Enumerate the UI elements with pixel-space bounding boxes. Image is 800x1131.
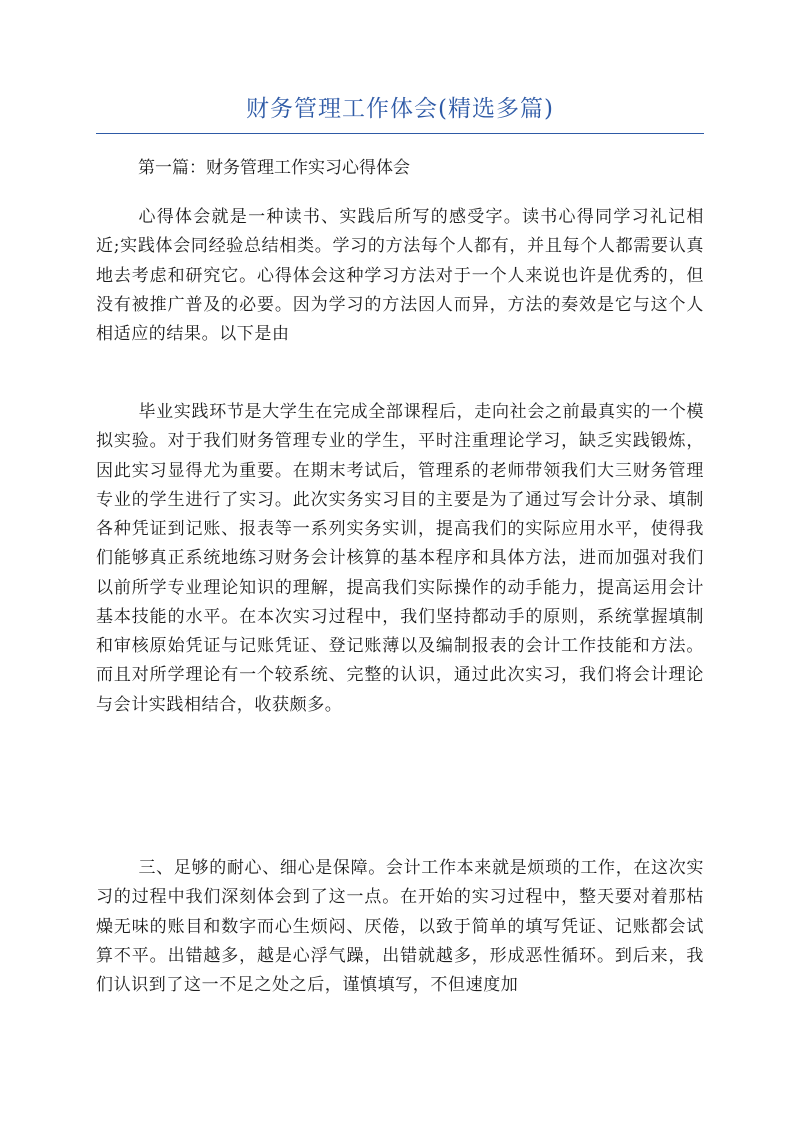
title-underline (96, 133, 704, 134)
document-title: 财务管理工作体会(精选多篇) (246, 96, 554, 122)
paragraph-1: 心得体会就是一种读书、实践后所写的感受字。读书心得同学习礼记相近;实践体会同经验总结相类。学习的方法每个人都有，并且每个人都需要认真地去考虑和研究它。心得体会这种学习方法对于一个人来说也许是优秀的，但没有被推广普及的必要。因为学习的方法因人而异，方法的奏效是它与这个人相适应的结果。以下是由 (96, 207, 704, 344)
paragraph-3: 三、足够的耐心、细心是保障。会计工作本来就是烦琐的工作，在这次实习的过程中我们深刻体会到了这一点。在开始的实习过程中，整天要对着那枯燥无味的账目和数字而心生烦闷、厌倦，以致于简单的填写凭证、记账都会试算不平。出错越多，越是心浮气躁，出错就越多，形成恶性循环。到后来，我们认识到了这一不足之处之后，谨慎填写，不但速度加 (96, 858, 704, 995)
section-heading: 第一篇：财务管理工作实习心得体会 (138, 158, 410, 178)
paragraph-2: 毕业实践环节是大学生在完成全部课程后，走向社会之前最真实的一个模拟实验。对于我们财务管理专业的学生，平时注重理论学习，缺乏实践锻炼，因此实习显得尤为重要。在期末考试后，管理系的老师带领我们大三财务管理专业的学生进行了实习。此次实务实习目的主要是为了通过写会计分录、填制各种凭证到记账、报表等一系列实务实训，提高我们的实际应用水平，使得我们能够真正系统地练习财务会计核算的基本程序和具体方法，进而加强对我们以前所学专业理论知识的理解，提高我们实际操作的动手能力，提高运用会计基本技能的水平。在本次实习过程中，我们坚持都动手的原则，系统掌握填制和审核原始凭证与记账凭证、登记账薄以及编制报表的会计工作技能和方法。而且对所学理论有一个较系统、完整的认识，通过此次实习，我们将会计理论与会计实践相结合，收获颇多。 (96, 402, 704, 715)
